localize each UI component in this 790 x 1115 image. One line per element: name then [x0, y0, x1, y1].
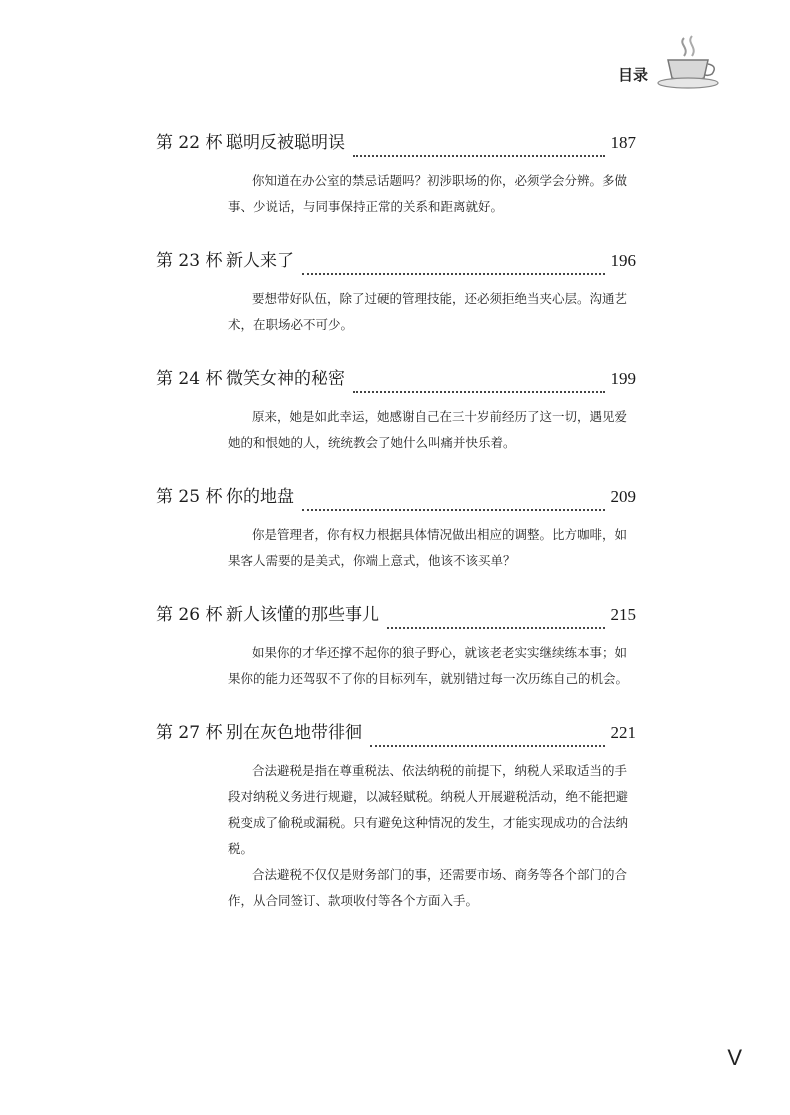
chapter-title[interactable]: 微笑女神的秘密 [226, 369, 345, 389]
summary-paragraph: 原来，她是如此幸运，她感谢自己在三十岁前经历了这一切，遇见爱她的和恨她的人，统统教会了她什么叫痛并快乐着。 [228, 409, 628, 450]
summary-paragraph: 如果你的才华还撑不起你的狼子野心，就该老老实实继续练本事；如果你的能力还驾驭不了你的目标列车，就别错过每一次历练自己的机会。 [228, 645, 629, 686]
dot-leader [353, 155, 605, 157]
chapter-summary [156, 280, 636, 338]
chapter-title[interactable]: 聪明反被聪明误 [226, 133, 345, 153]
chapter-number: 第 26 杯 [156, 605, 223, 625]
page-reference[interactable]: 215 [610, 605, 636, 624]
chapter-number: 第 27 杯 [156, 723, 223, 743]
page-number: V [727, 1045, 742, 1070]
page-reference[interactable]: 187 [610, 133, 636, 152]
chapter-summary [156, 634, 636, 692]
page-reference[interactable]: 199 [610, 369, 636, 388]
toc-entry[interactable] [156, 482, 636, 574]
toc-entry-line[interactable] [156, 246, 636, 280]
toc-entry[interactable] [156, 364, 636, 456]
toc-entry[interactable] [156, 600, 636, 692]
summary-paragraph: 合法避税是指在尊重税法、依法纳税的前提下，纳税人采取适当的手段对纳税义务进行规避，以减轻赋税。纳税人开展避税活动，绝不能把避税变成了偷税或漏税。只有避免这种情况的发生，才能实现成功的合法纳税。 [228, 763, 629, 856]
chapter-title[interactable]: 你的地盘 [226, 487, 294, 507]
toc-entry[interactable] [156, 718, 636, 914]
chapter-title[interactable]: 别在灰色地带徘徊 [226, 723, 362, 743]
chapter-title[interactable]: 新人来了 [226, 251, 294, 271]
toc-entry-line[interactable] [156, 600, 636, 634]
page-reference[interactable]: 196 [610, 251, 636, 270]
dot-leader [302, 273, 605, 275]
chapter-number: 第 22 杯 [156, 133, 223, 153]
dot-leader [302, 509, 605, 511]
table-of-contents [156, 128, 636, 914]
summary-paragraph: 要想带好队伍，除了过硬的管理技能，还必须拒绝当夹心层。沟通艺术，在职场必不可少。 [228, 291, 628, 332]
chapter-summary [156, 752, 636, 914]
chapter-title[interactable]: 新人该懂的那些事儿 [226, 605, 379, 625]
chapter-number: 第 25 杯 [156, 487, 223, 507]
toc-entry-line[interactable] [156, 718, 636, 752]
chapter-summary [156, 162, 636, 220]
summary-paragraph: 合法避税不仅仅是财务部门的事，还需要市场、商务等各个部门的合作，从合同签订、款项收付等各个方面入手。 [228, 867, 628, 908]
toc-entry-line[interactable] [156, 364, 636, 398]
chapter-number: 第 23 杯 [156, 251, 223, 271]
running-header [618, 34, 728, 94]
page-reference[interactable]: 221 [610, 723, 636, 742]
toc-entry-line[interactable] [156, 482, 636, 516]
page-reference[interactable]: 209 [610, 487, 636, 506]
chapter-summary [156, 398, 636, 456]
toc-entry-line[interactable] [156, 128, 636, 162]
chapter-summary [156, 516, 636, 574]
chapter-number: 第 24 杯 [156, 369, 223, 389]
toc-entry[interactable] [156, 128, 636, 220]
section-label: 目录 [618, 66, 649, 84]
dot-leader [353, 391, 605, 393]
toc-entry[interactable] [156, 246, 636, 338]
coffee-cup-icon [654, 34, 726, 90]
summary-paragraph: 你知道在办公室的禁忌话题吗？初涉职场的你，必须学会分辨。多做事、少说话，与同事保持正常的关系和距离就好。 [228, 173, 628, 214]
dot-leader [370, 745, 605, 747]
dot-leader [387, 627, 605, 629]
summary-paragraph: 你是管理者，你有权力根据具体情况做出相应的调整。比方咖啡，如果客人需要的是美式，你端上意式，他该不该买单？ [228, 527, 628, 568]
